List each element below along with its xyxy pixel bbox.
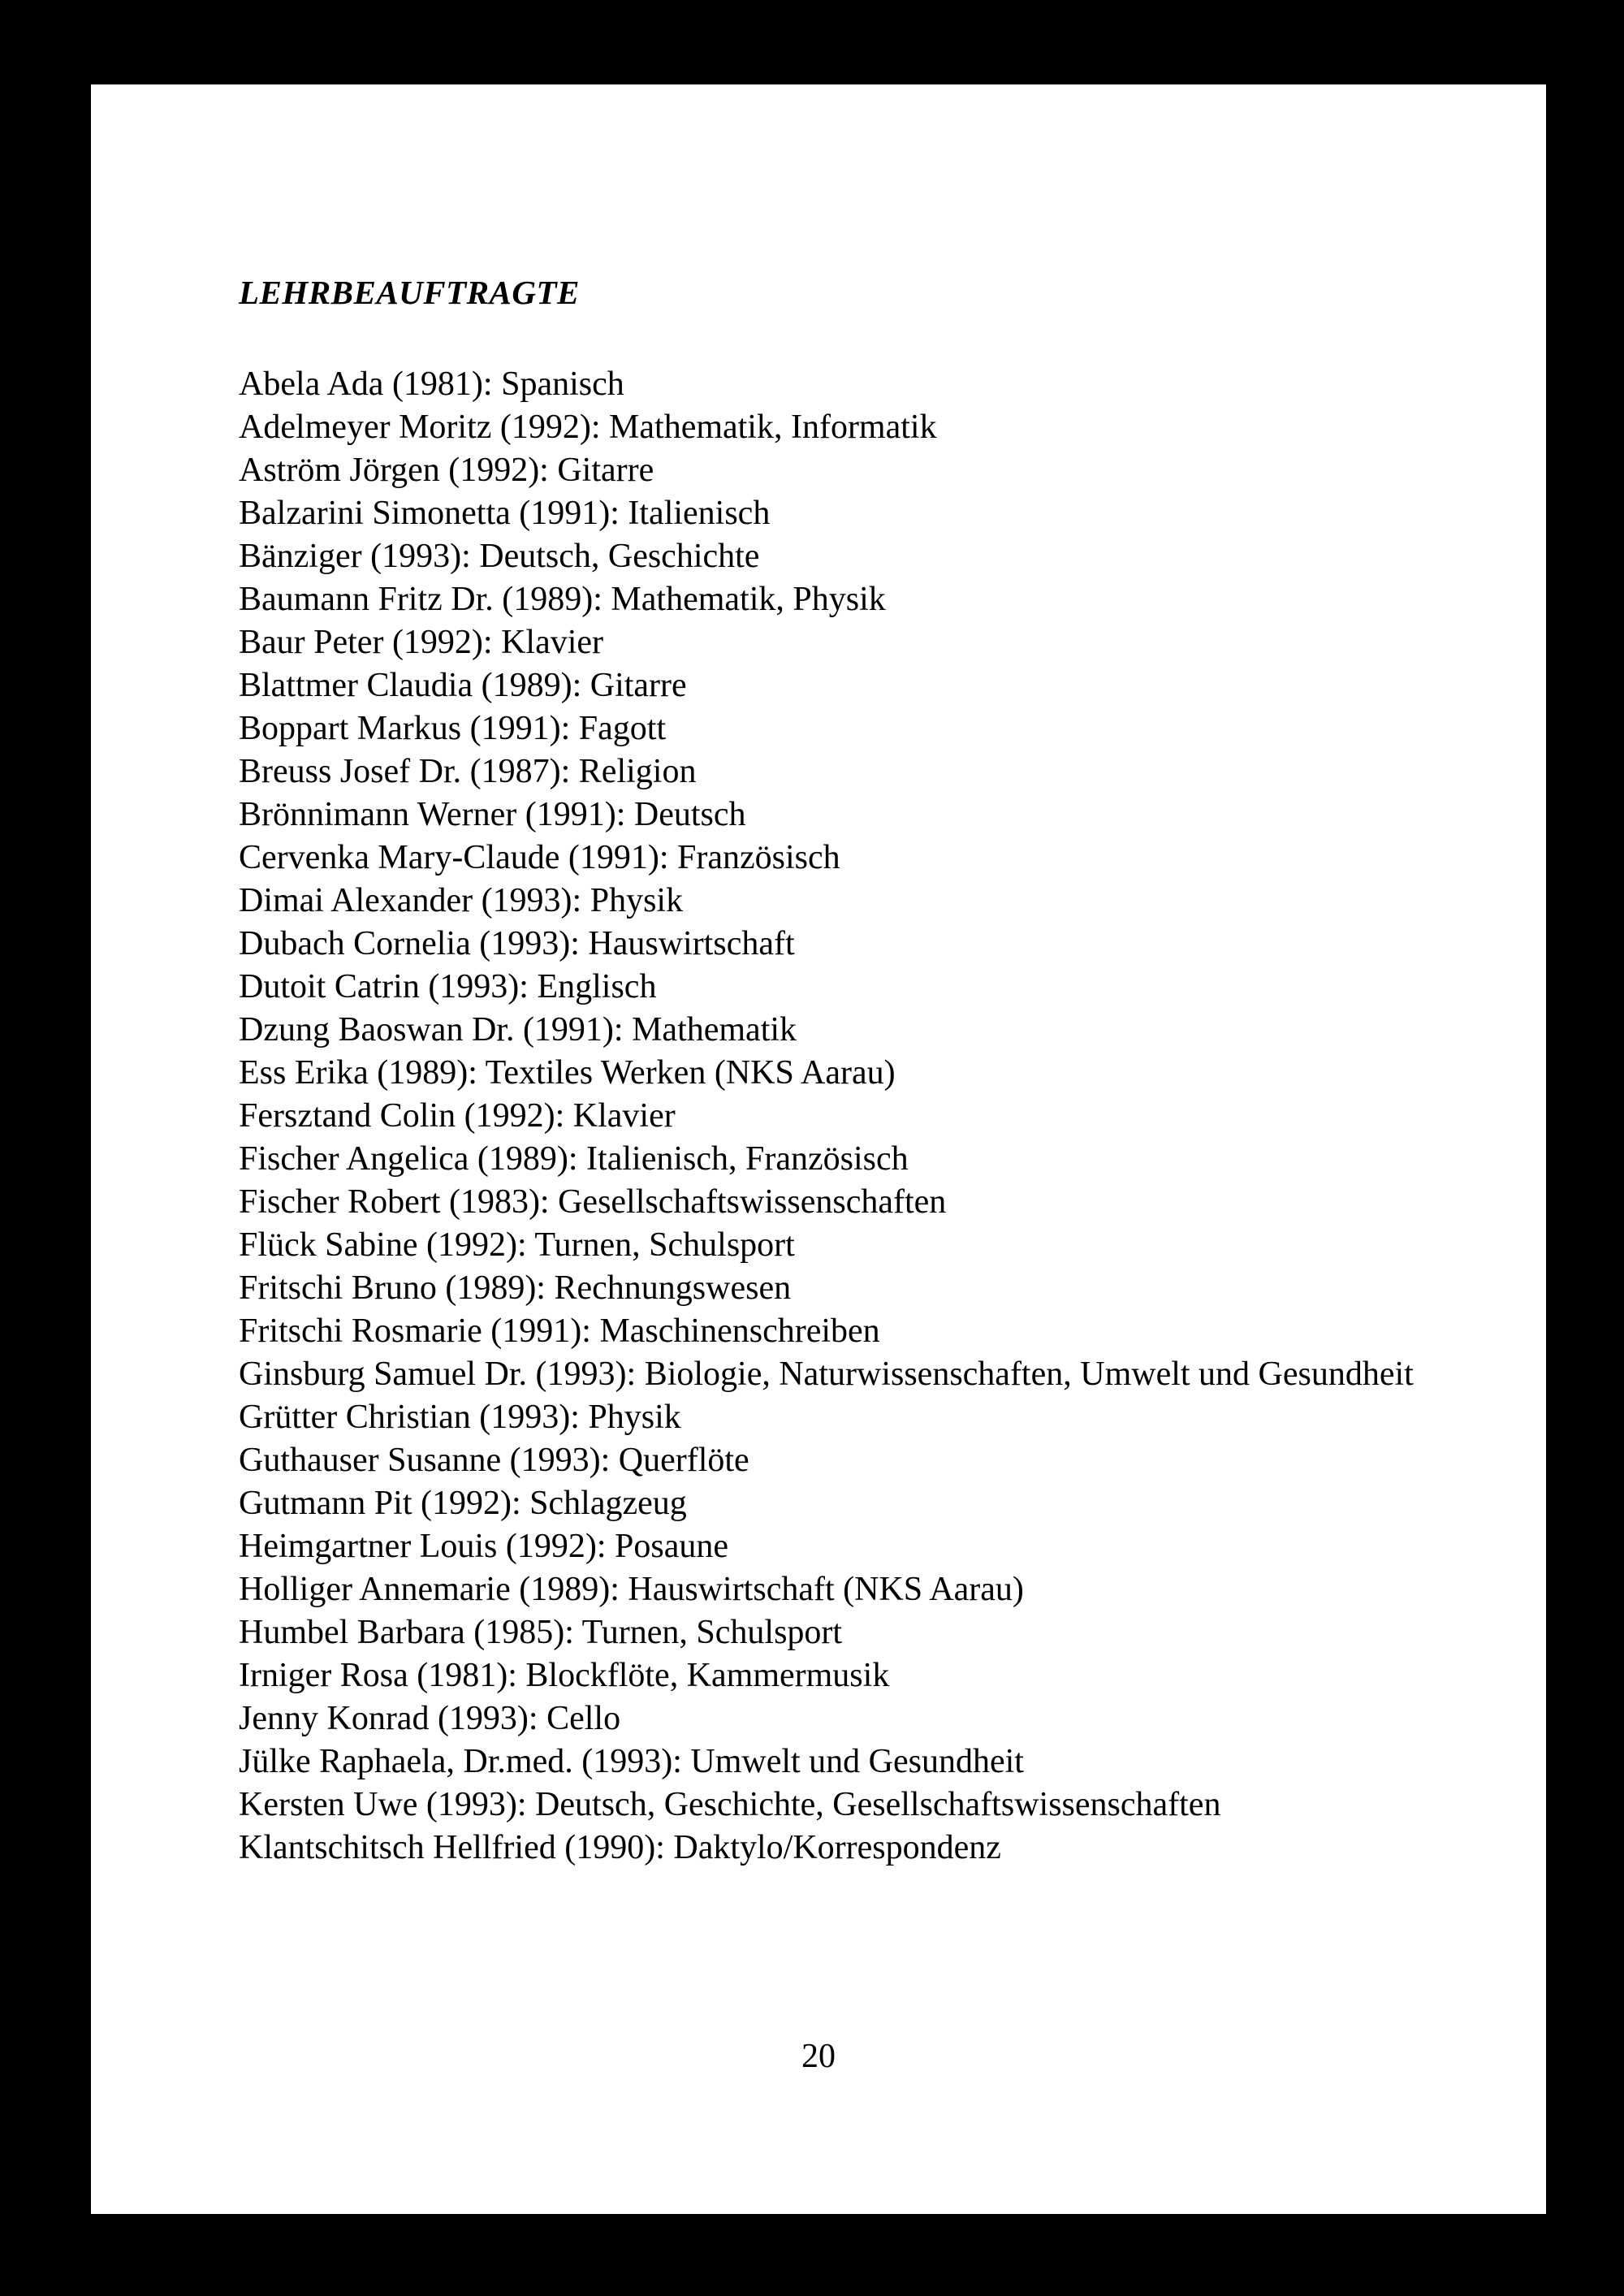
list-item: Blattmer Claudia (1989): Gitarre <box>239 667 687 704</box>
list-item: Baur Peter (1992): Klavier <box>239 624 604 661</box>
list-item: Aström Jörgen (1992): Gitarre <box>239 452 654 489</box>
list-item: Balzarini Simonetta (1991): Italienisch <box>239 495 771 532</box>
list-item: Bänziger (1993): Deutsch, Geschichte <box>239 538 760 575</box>
page-number: 20 <box>801 2038 836 2075</box>
list-item: Adelmeyer Moritz (1992): Mathematik, Informatik <box>239 409 937 446</box>
list-item: Fersztand Colin (1992): Klavier <box>239 1097 676 1135</box>
list-item: Dutoit Catrin (1993): Englisch <box>239 968 657 1005</box>
list-item: Gutmann Pit (1992): Schlagzeug <box>239 1485 687 1522</box>
list-item: Guthauser Susanne (1993): Querflöte <box>239 1442 749 1479</box>
list-item: Baumann Fritz Dr. (1989): Mathematik, Physik <box>239 581 886 618</box>
list-item: Breuss Josef Dr. (1987): Religion <box>239 753 697 790</box>
list-item: Klantschitsch Hellfried (1990): Daktylo/Korrespondenz <box>239 1829 1001 1866</box>
list-item: Fischer Robert (1983): Gesellschaftswissenschaften <box>239 1183 947 1221</box>
list-item: Fischer Angelica (1989): Italienisch, Französisch <box>239 1140 909 1178</box>
list-item: Abela Ada (1981): Spanisch <box>239 365 624 403</box>
list-item: Ginsburg Samuel Dr. (1993): Biologie, Naturwissenschaften, Umwelt und Gesundheit <box>239 1356 1414 1393</box>
list-item: Holliger Annemarie (1989): Hauswirtschaft (NKS Aarau) <box>239 1571 1024 1608</box>
list-item: Irniger Rosa (1981): Blockflöte, Kammermusik <box>239 1657 890 1694</box>
lecturer-list <box>239 363 1505 1870</box>
list-item: Jenny Konrad (1993): Cello <box>239 1700 621 1737</box>
list-item: Humbel Barbara (1985): Turnen, Schulsport <box>239 1614 843 1651</box>
list-item: Fritschi Rosmarie (1991): Maschinenschreiben <box>239 1312 880 1350</box>
list-item: Boppart Markus (1991): Fagott <box>239 710 667 747</box>
list-item: Cervenka Mary-Claude (1991): Französisch <box>239 839 840 876</box>
list-item: Dimai Alexander (1993): Physik <box>239 882 684 919</box>
list-item: Brönnimann Werner (1991): Deutsch <box>239 796 746 833</box>
list-item: Dubach Cornelia (1993): Hauswirtschaft <box>239 925 795 962</box>
list-item: Heimgartner Louis (1992): Posaune <box>239 1528 729 1565</box>
list-item: Kersten Uwe (1993): Deutsch, Geschichte, Gesellschaftswissenschaften <box>239 1786 1221 1823</box>
section-heading: LEHRBEAUFTRAGTE <box>239 274 580 311</box>
document-page <box>91 84 1546 2214</box>
list-item: Flück Sabine (1992): Turnen, Schulsport <box>239 1226 795 1264</box>
list-item: Grütter Christian (1993): Physik <box>239 1399 681 1436</box>
list-item: Dzung Baoswan Dr. (1991): Mathematik <box>239 1011 797 1049</box>
list-item: Jülke Raphaela, Dr.med. (1993): Umwelt und Gesundheit <box>239 1743 1024 1780</box>
list-item: Fritschi Bruno (1989): Rechnungswesen <box>239 1269 792 1307</box>
list-item: Ess Erika (1989): Textiles Werken (NKS Aarau) <box>239 1054 896 1092</box>
